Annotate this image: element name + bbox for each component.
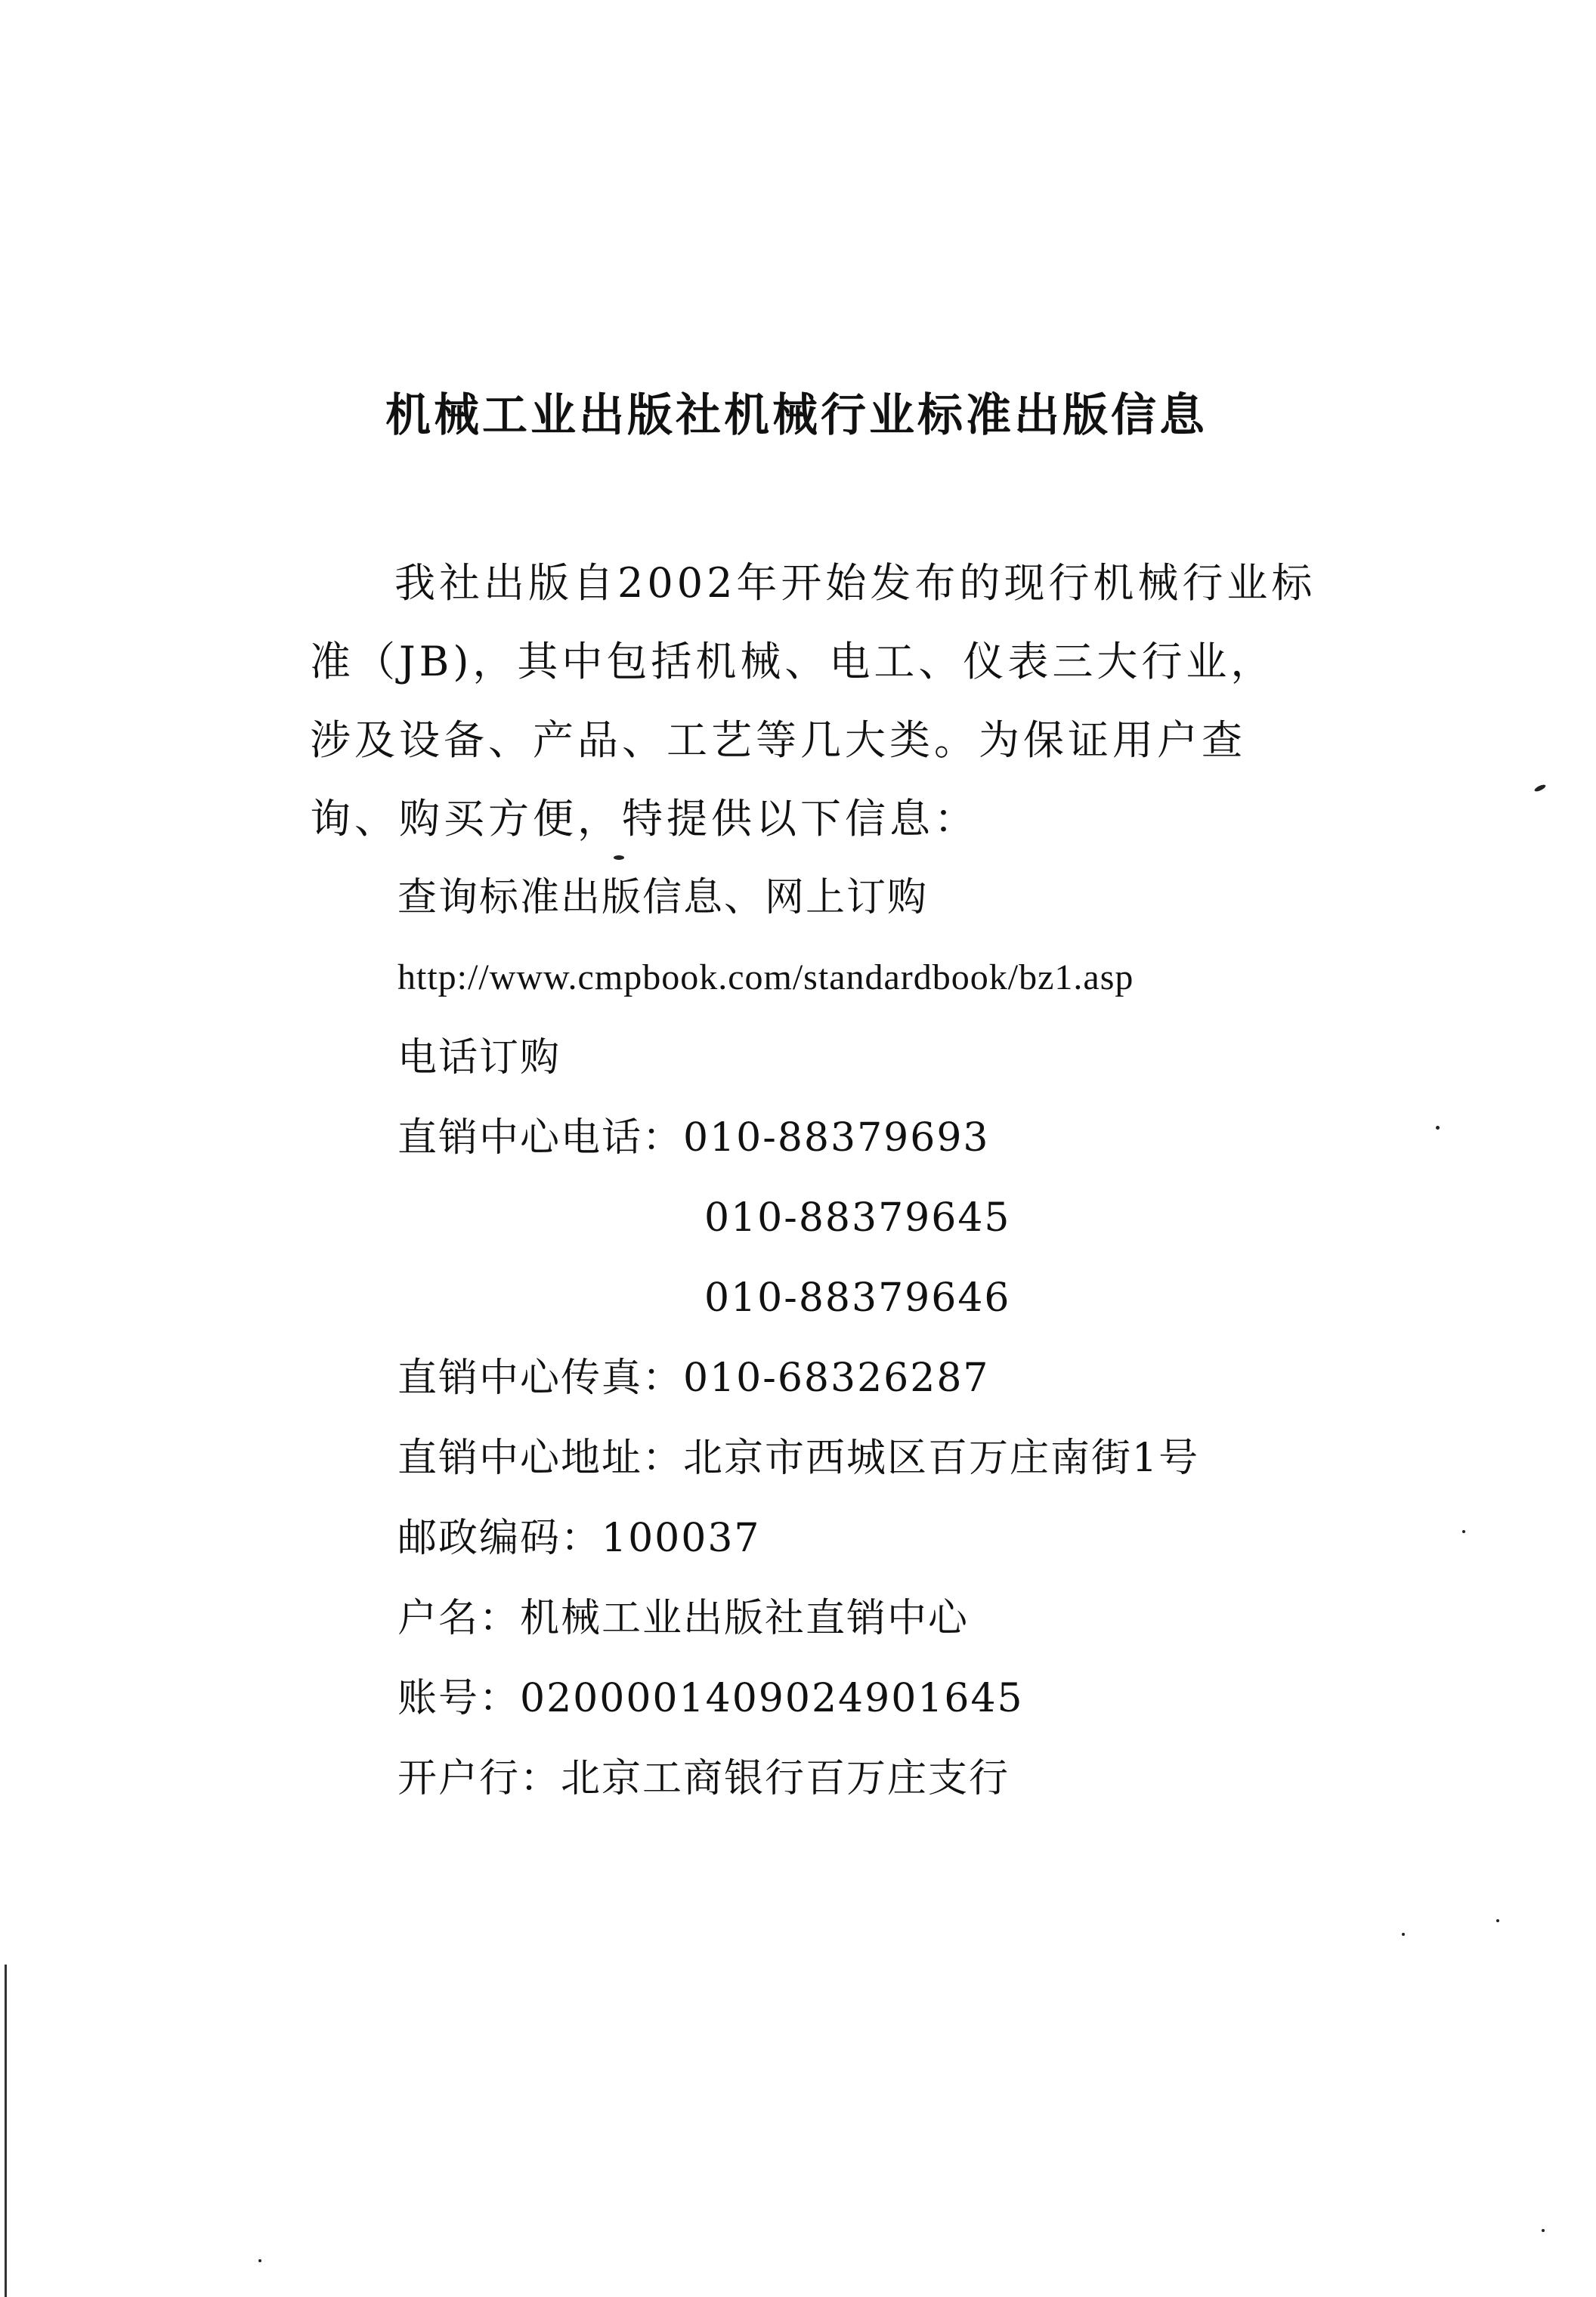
account-name-value: 机械工业出版社直销中心: [520, 1596, 970, 1641]
intro-paragraph: [310, 544, 1316, 858]
scan-speck: [1496, 1919, 1499, 1922]
phone-number-2: 010-88379645: [704, 1195, 1011, 1241]
postcode-value: 100037: [602, 1516, 761, 1561]
phone-row-2: [397, 1178, 1380, 1258]
bank-value: 北京工商银行百万庄支行: [561, 1756, 1010, 1801]
phone-order-heading: 电话订购: [397, 1035, 561, 1080]
postcode-label: 邮政编码：: [397, 1516, 602, 1561]
url-row: [397, 938, 1380, 1018]
phone-number-1: 010-88379693: [683, 1115, 990, 1161]
scan-edge-line: [5, 1965, 7, 2297]
scan-speck: [1402, 1933, 1405, 1936]
fax-number: 010-68326287: [683, 1356, 990, 1401]
address-label: 直销中心地址：: [397, 1436, 684, 1481]
intro-line-3: 涉及设备、产品、工艺等几大类。为保证用户查: [310, 716, 1246, 764]
phone-label: 直销中心电话：: [397, 1115, 684, 1161]
scan-speck: [614, 855, 624, 860]
address-value: 北京市西城区百万庄南街1号: [683, 1436, 1200, 1481]
contact-info-block: [397, 858, 1380, 1819]
account-number-row: [397, 1659, 1380, 1739]
account-number-label: 账号：: [397, 1676, 521, 1721]
intro-line-2: 准（JB)，其中包括机械、电工、仪表三大行业，: [310, 638, 1276, 685]
phone-number-3: 010-88379646: [704, 1275, 1011, 1321]
phone-heading-row: [397, 1018, 1380, 1098]
scan-speck: [1436, 1126, 1440, 1130]
scan-speck: [258, 2259, 261, 2262]
intro-line-4: 询、购买方便，特提供以下信息：: [310, 795, 979, 842]
address-row: [397, 1418, 1380, 1498]
account-name-row: [397, 1578, 1380, 1659]
bank-row: [397, 1739, 1380, 1819]
scan-speck: [1542, 2229, 1545, 2232]
fax-label: 直销中心传真：: [397, 1356, 684, 1401]
query-heading-row: [397, 858, 1380, 938]
fax-row: [397, 1338, 1380, 1418]
page-title: 机械工业出版社机械行业标准出版信息: [385, 389, 1208, 442]
intro-line-1: 我社出版自2002年开始发布的现行机械行业标: [394, 559, 1316, 607]
bank-label: 开户行：: [397, 1756, 561, 1801]
scan-speck: [1462, 1530, 1465, 1533]
account-number-value: 0200001409024901645: [520, 1676, 1024, 1721]
phone-row-1: [397, 1098, 1380, 1178]
query-heading: 查询标准出版信息、网上订购: [397, 875, 929, 920]
phone-row-3: [397, 1258, 1380, 1338]
postcode-row: [397, 1498, 1380, 1578]
scan-speck: [1533, 784, 1546, 793]
account-name-label: 户名：: [397, 1596, 521, 1641]
standard-book-url: http://www.cmpbook.com/standardbook/bz1.asp: [397, 957, 1134, 997]
